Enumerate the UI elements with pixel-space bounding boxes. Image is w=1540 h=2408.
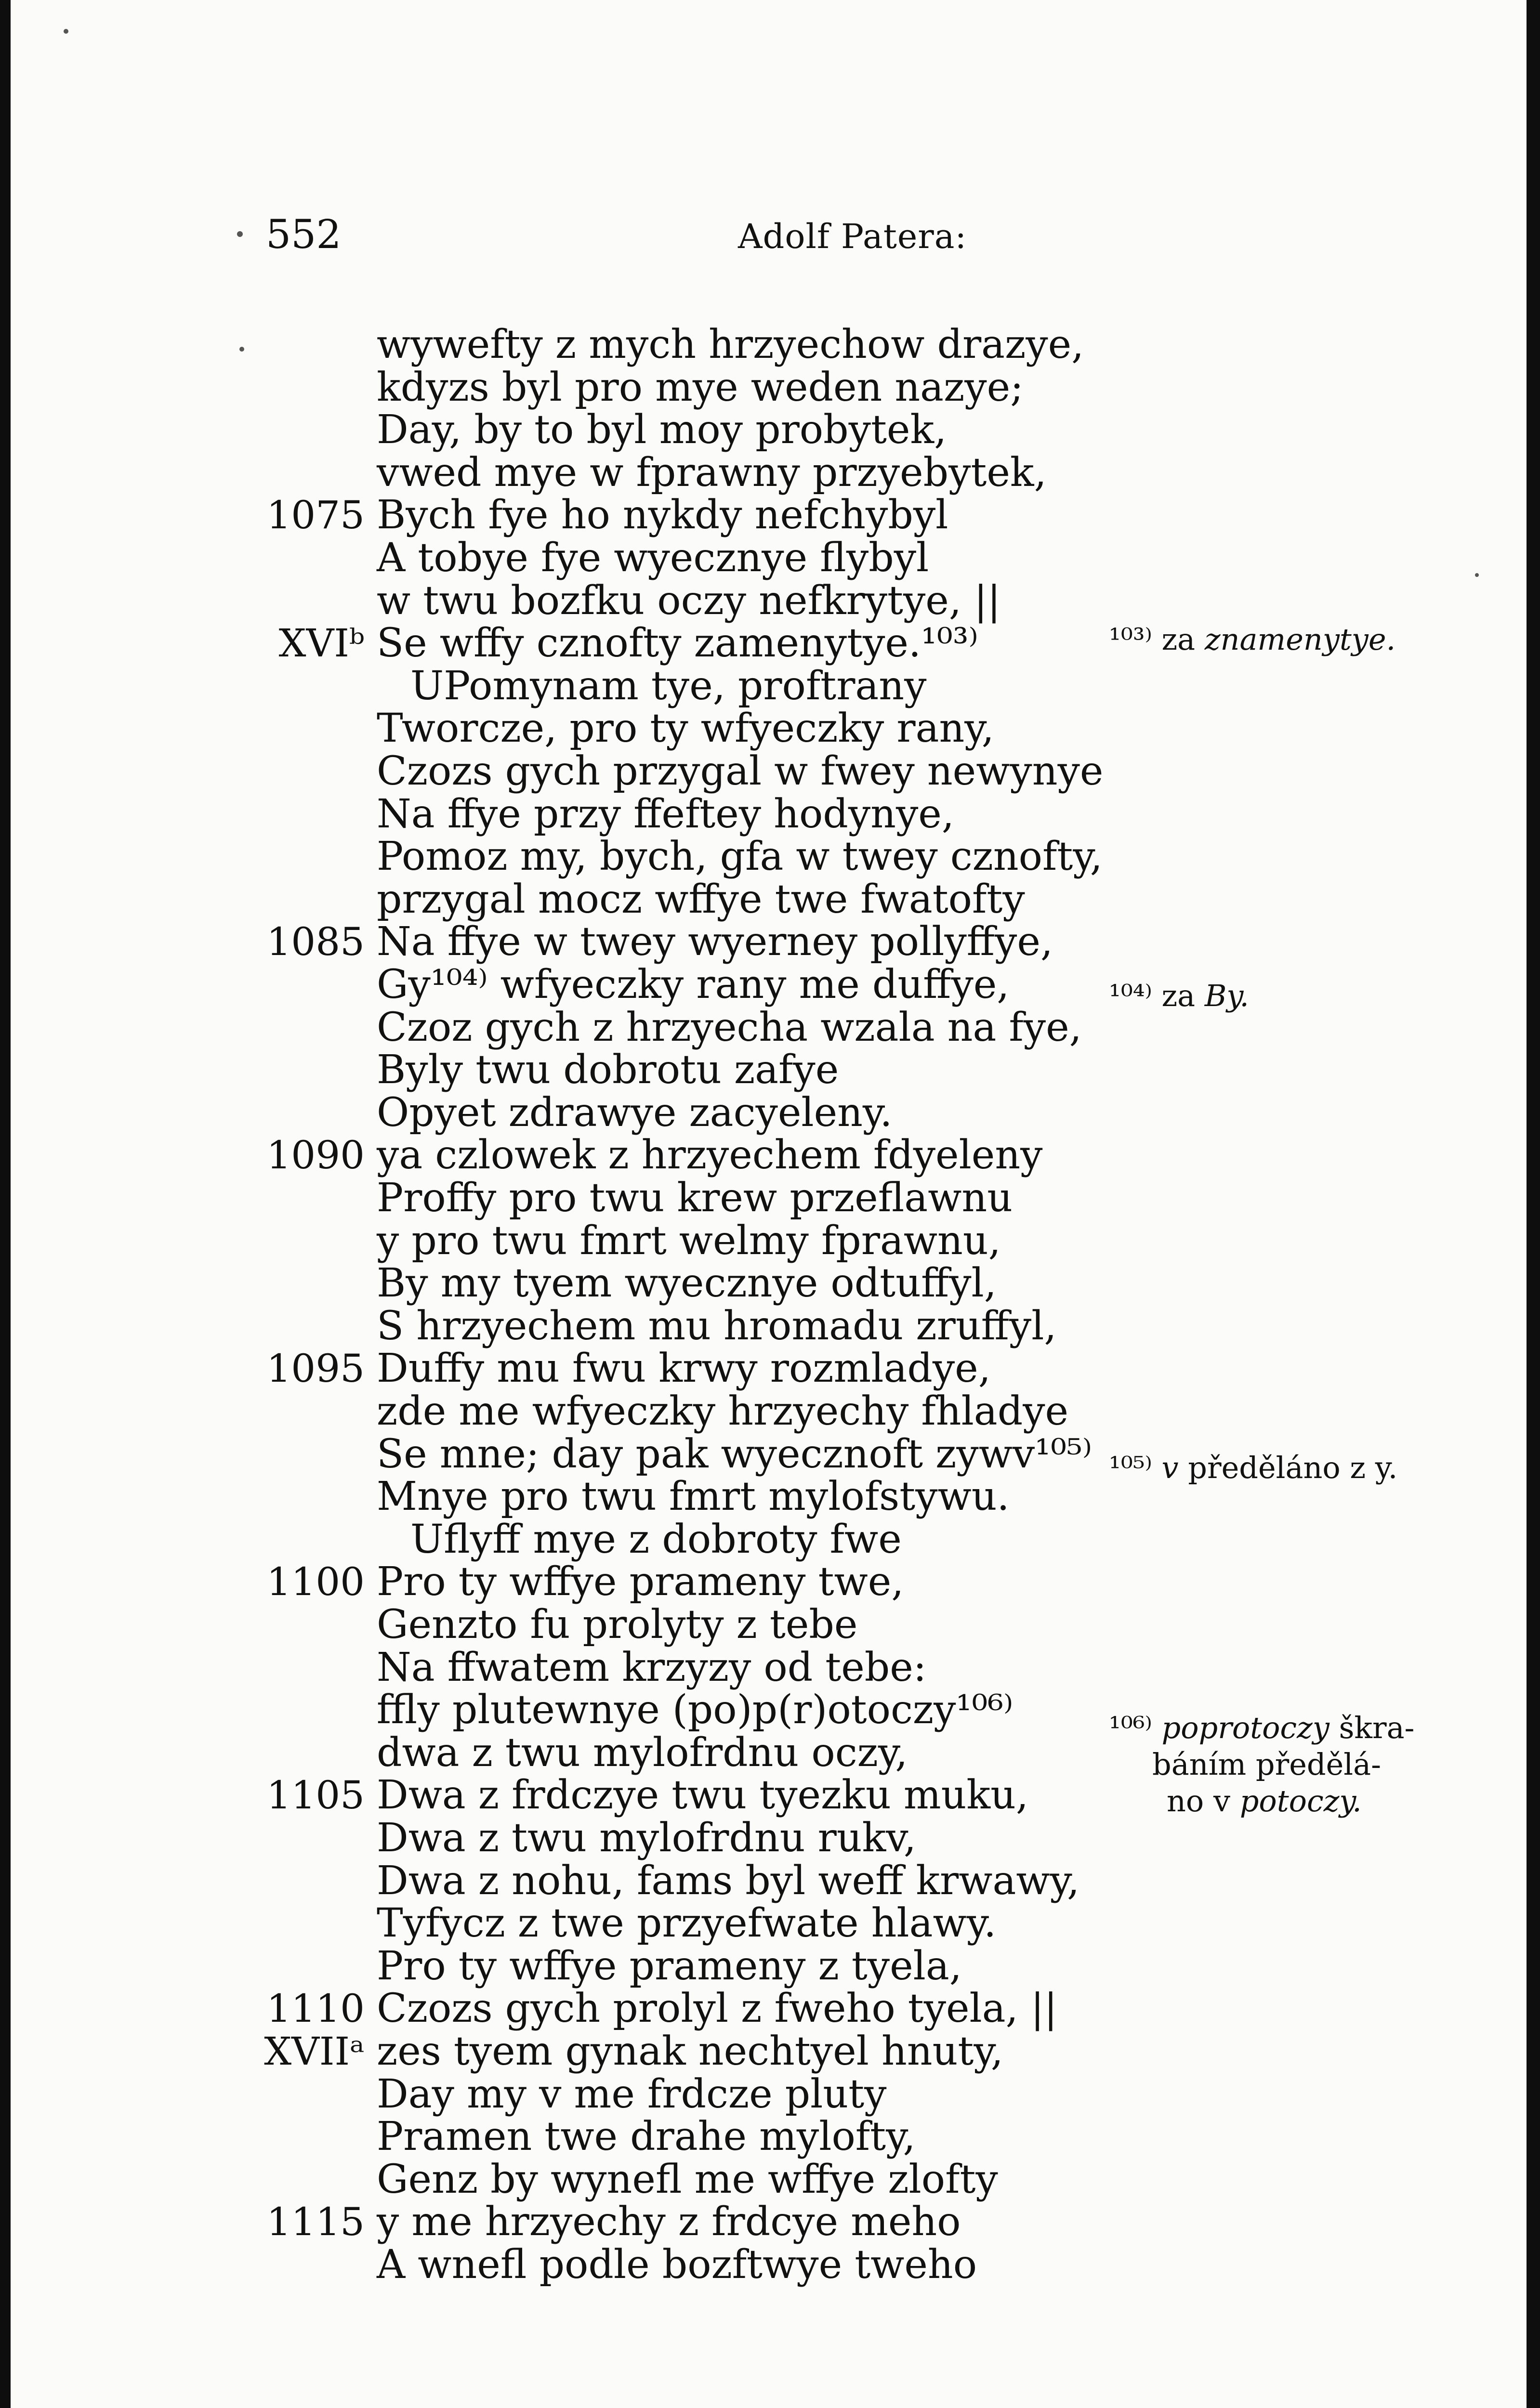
book-page [11, 0, 1527, 2408]
line-text: Genzto fu prolyty z tebe [377, 1602, 858, 1648]
line-text: y pro twu fmrt welmy fprawnu, [377, 1217, 1001, 1264]
footnote [1109, 978, 1249, 1014]
footnote-suffix: předěláno z y. [1188, 1450, 1398, 1485]
line-text: Uflyff mye z dobroty fwe [410, 1516, 902, 1562]
footnote-italic: v [1161, 1450, 1179, 1485]
line-text: Genz by wynefl me wffye zlofty [377, 2156, 998, 2202]
line-text: kdyzs byl pro mye weden nazye; [377, 364, 1024, 410]
footnote [1152, 1746, 1381, 1783]
line-number: XVIᵇ [278, 621, 365, 666]
footnote [1167, 1783, 1362, 1819]
line-text: Dwa z frdczye twu tyezku muku, [377, 1772, 1028, 1819]
line-text: Duffy mu fwu krwy rozmladye, [377, 1346, 991, 1392]
line-number: 1100 [266, 1559, 365, 1605]
scan-speck [237, 231, 243, 237]
footnote-italic: By. [1204, 978, 1249, 1013]
running-title: Adolf Patera: [738, 217, 967, 256]
line-text: w twu bozfku oczy nefkrytye, || [377, 577, 1001, 624]
line-text: Na ffye przy ffeftey hodynye, [377, 791, 954, 837]
line-text: zde me wfyeczky hrzyechy fhladye [377, 1388, 1069, 1434]
line-text: Dwa z nohu, fams byl weff krwawy, [377, 1858, 1080, 1904]
footnote-prefix: báním předělá- [1152, 1747, 1382, 1782]
line-text: Pro ty wffye prameny z tyela, [377, 1943, 962, 1989]
line-number: 1075 [266, 493, 365, 538]
footnote [1109, 1710, 1415, 1746]
footnote-suffix: škra- [1339, 1710, 1415, 1745]
line-text: Se wffy cznofty zamenytye.¹⁰³⁾ [377, 620, 978, 667]
line-text: wywefty z mych hrzyechow drazye, [377, 322, 1084, 367]
line-number: 1085 [266, 919, 365, 965]
page-number: 552 [266, 212, 342, 258]
footnote-mark: ¹⁰³⁾ [1109, 622, 1152, 657]
line-number: 1115 [266, 2199, 365, 2245]
line-text: Se mne; day pak wyecznoft zywv¹⁰⁵⁾ [377, 1431, 1092, 1477]
line-text: Day my v me frdcze pluty [377, 2071, 887, 2117]
line-text: vwed mye w fprawny przyebytek, [377, 449, 1047, 496]
scan-right-edge [1527, 0, 1540, 2408]
line-text: Proffy pro twu krew przeflawnu [377, 1175, 1013, 1221]
footnote-mark: ¹⁰⁶⁾ [1109, 1710, 1152, 1745]
line-text: zes tyem gynak nechtyel hnuty, [377, 2028, 1003, 2074]
scan-speck [64, 29, 68, 34]
line-text: Gy¹⁰⁴⁾ wfyeczky rany me duffye, [377, 962, 1010, 1008]
line-text: Tyfycz z twe przyefwate hlawy. [377, 1900, 997, 1947]
line-text: Czoz gych z hrzyecha wzala na fye, [377, 1004, 1082, 1050]
line-text: Bych fye ho nykdy nefchybyl [377, 492, 948, 538]
line-text: ffly plutewnye (po)p(r)otoczy¹⁰⁶⁾ [377, 1687, 1014, 1733]
line-text: S hrzyechem mu hromadu zruffyl, [377, 1303, 1057, 1349]
footnote-italic: znamenytye. [1204, 622, 1396, 657]
footnote-mark: ¹⁰⁴⁾ [1109, 978, 1152, 1013]
line-text: A tobye fye wyecznye flybyl [377, 535, 929, 581]
line-text: Byly twu dobrotu zafye [377, 1047, 839, 1093]
line-text: Pomoz my, bych, gfa w twey cznofty, [377, 834, 1103, 880]
line-text: UPomynam tye, proftrany [410, 663, 927, 709]
line-text: Na ffye w twey wyerney pollyffye, [377, 919, 1053, 965]
line-number: 1095 [266, 1346, 365, 1391]
line-text: y me hrzyechy z frdcye meho [377, 2199, 961, 2245]
footnote-mark: ¹⁰⁵⁾ [1109, 1450, 1152, 1485]
footnote [1109, 1450, 1397, 1486]
line-text: Pramen twe drahe mylofty, [377, 2114, 916, 2160]
footnote-italic: poprotoczy [1161, 1710, 1329, 1745]
line-number: XVIIᵃ [264, 2029, 365, 2074]
footnote-prefix: za [1161, 978, 1196, 1013]
line-number: 1090 [266, 1133, 365, 1178]
line-text: przygal mocz wffye twe fwatofty [377, 876, 1025, 922]
line-text: By my tyem wyecznye odtuffyl, [377, 1260, 997, 1307]
line-text: Dwa z twu mylofrdnu rukv, [377, 1815, 916, 1861]
scan-left-edge [0, 0, 11, 2408]
line-text: A wnefl podle bozftwye tweho [377, 2242, 977, 2288]
line-text: Pro ty wffye prameny twe, [377, 1559, 904, 1605]
line-text: Na ffwatem krzyzy od tebe: [377, 1644, 927, 1690]
footnote-italic: potoczy. [1239, 1783, 1362, 1819]
line-text: Czozs gych prolyl z fweho tyela, || [377, 1986, 1058, 2032]
footnote-prefix: no v [1167, 1783, 1230, 1819]
line-text: Tworcze, pro ty wfyeczky rany, [377, 706, 994, 752]
footnote-prefix: za [1161, 622, 1196, 657]
scan-speck [239, 347, 244, 352]
line-text: Opyet zdrawye zacyeleny. [377, 1089, 893, 1136]
line-text: ya czlowek z hrzyechem fdyeleny [377, 1132, 1043, 1178]
line-number: 1105 [266, 1773, 365, 1818]
line-text: Czozs gych przygal w fwey newynye [377, 748, 1104, 794]
line-text: dwa z twu mylofrdnu oczy, [377, 1729, 908, 1776]
line-number: 1110 [266, 1986, 365, 2031]
line-text: Mnye pro twu fmrt mylofstywu. [377, 1474, 1010, 1520]
footnote [1109, 621, 1395, 658]
line-text: Day, by to byl moy probytek, [377, 407, 947, 453]
scan-speck [1475, 573, 1479, 577]
